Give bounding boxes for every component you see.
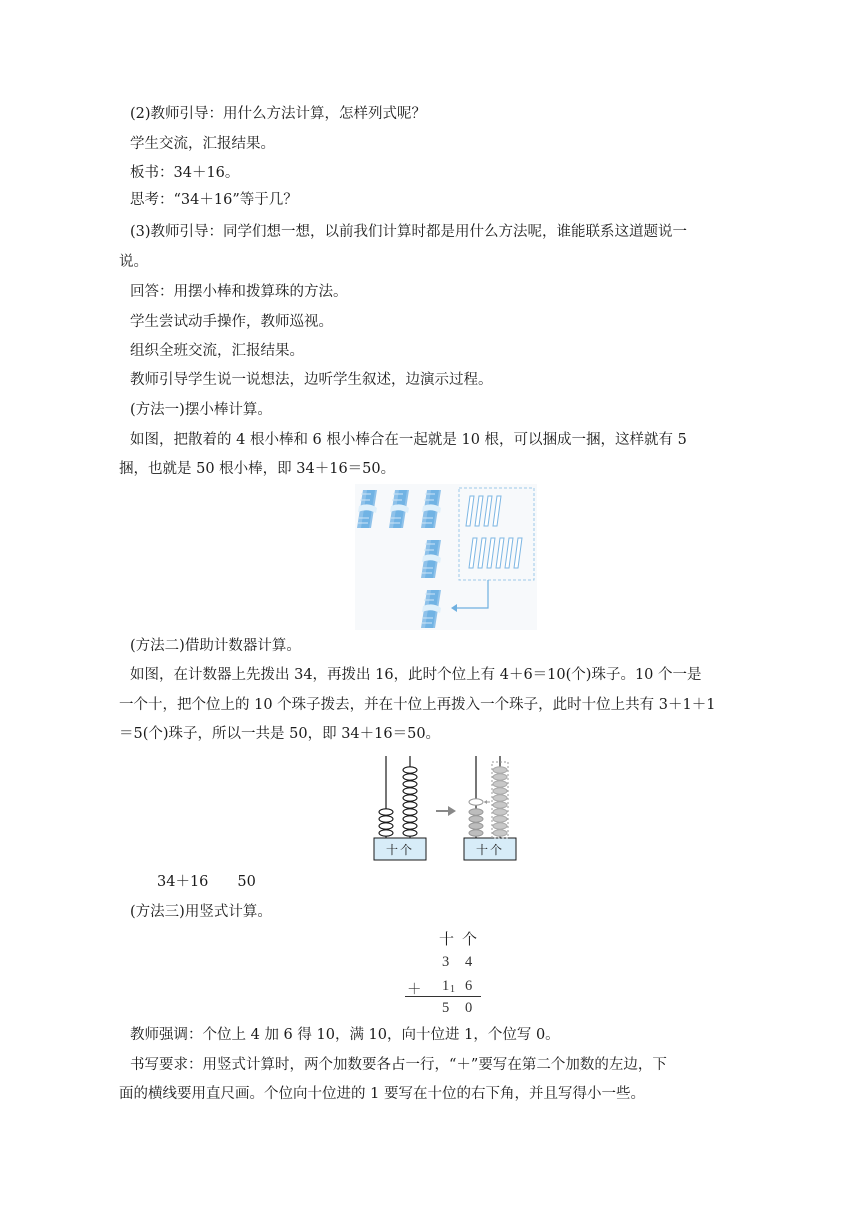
paragraph-try-operation: 学生尝试动手操作，教师巡视。 [130,314,333,330]
paragraph-method-one-title: (方法一)摆小棒计算。 [130,402,272,418]
paragraph-answer: 回答：用摆小棒和拨算珠的方法。 [130,284,348,300]
paragraph-method-two-title: (方法二)借助计数器计算。 [130,638,301,654]
result-ten: 5 [442,1000,450,1016]
sticks-figure [355,484,537,630]
row2-one: 6 [465,978,473,994]
paragraph-class-exchange: 组织全班交流，汇报结果。 [130,343,304,359]
row1-one: 4 [465,954,473,970]
paragraph-method-two-line2: 一个十，把个位上的 10 个珠子拨去，并在十位上再拨入一个珠子，此时十位上共有 3＋1＋1 [119,697,716,713]
paragraph-method-two-line1: 如图，在计数器上先拨出 34，再拨出 16，此时个位上有 4＋6＝10(个)珠子。10 个一是 [130,667,702,683]
carry-digit: 1 [450,984,455,995]
abacus-left-label: 十个 [385,843,414,857]
header-one: 个 [462,932,478,948]
paragraph-method-three-title: (方法三)用竖式计算。 [130,904,272,920]
paragraph-student-exchange: 学生交流，汇报结果。 [130,136,275,152]
paragraph-teacher-guide-2: (2)教师引导：用什么方法计算，怎样列式呢？ [130,106,427,122]
result-one: 0 [465,1000,473,1016]
paragraph-method-two-line3: ＝5(个)珠子，所以一共是 50，即 34＋16＝50。 [119,726,441,742]
row2-ten: 1 [442,978,450,994]
paragraph-method-one-line2: 捆，也就是 50 根小棒，即 34＋16＝50。 [119,461,396,477]
abacus-caption: 34＋16 50 [157,874,256,890]
header-ten: 十 [439,932,455,948]
row1-ten: 3 [442,954,450,970]
sum-line [405,996,481,997]
paragraph-teacher-guide-3-line2: 说。 [119,254,148,270]
paragraph-think: 思考：“34＋16”等于几？ [130,192,298,208]
paragraph-demonstration: 教师引导学生说一说想法，边听学生叙述，边演示过程。 [130,372,493,388]
plus-sign: ＋ [407,982,422,998]
paragraph-method-one-line1: 如图，把散着的 4 根小棒和 6 根小棒合在一起就是 10 根，可以捆成一捆，这样就有 5 [130,432,687,448]
paragraph-board-writing: 板书：34＋16。 [130,165,240,181]
paragraph-teacher-emphasis: 教师强调：个位上 4 加 6 得 10，满 10，向十位进 1，个位写 0。 [130,1027,560,1043]
paragraph-teacher-guide-3-line1: (3)教师引导：同学们想一想，以前我们计算时都是用什么方法呢，谁能联系这道题说一 [130,224,688,240]
abacus-right-label: 十个 [475,843,504,857]
paragraph-writing-requirements-line2: 面的横线要用直尺画。个位向十位进的 1 要写在十位的右下角，并且写得小一些。 [119,1086,645,1102]
paragraph-writing-requirements-line1: 书写要求：用竖式计算时，两个加数要各占一行，“＋”要写在第二个加数的左边，下 [130,1057,667,1073]
